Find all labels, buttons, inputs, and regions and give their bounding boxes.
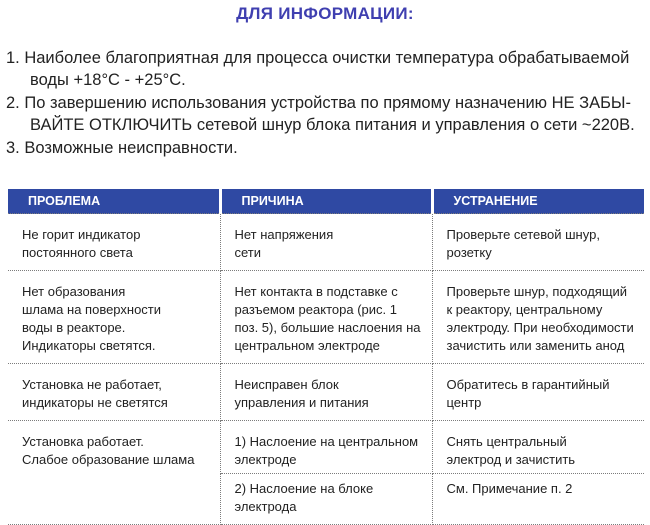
cell-problem: Нет образования шлама на поверхности воды в реакторе. Индикаторы светятся. — [8, 271, 220, 364]
cell-fix: См. Примечание п. 2 — [432, 474, 644, 525]
header-fix: УСТРАНЕНИЕ — [432, 189, 644, 214]
table-row — [8, 364, 644, 421]
info-item-disconnect — [6, 92, 646, 136]
info-item-text: 1. Наиболее благоприятная для процесса очистки температура обрабатываемой — [6, 49, 630, 67]
page-heading: ДЛЯ ИНФОРМАЦИИ: — [236, 4, 414, 23]
table-row — [8, 214, 644, 271]
info-item-text-continued: ВАЙТЕ ОТКЛЮЧИТЬ сетевой шнур блока питания и управления о сети ~220В. — [30, 116, 635, 134]
cell-fix: Проверьте сетевой шнур, розетку — [432, 214, 644, 271]
cell-cause: Неисправен блок управления и питания — [220, 364, 432, 421]
info-item-text-continued: воды +18°С - +25°С. — [30, 71, 186, 89]
cell-problem: Установка работает. Слабое образование шлама — [8, 421, 220, 525]
cell-cause: 2) Наслоение на блоке электрода — [220, 474, 432, 525]
info-item-text: 3. Возможные неисправности. — [6, 139, 238, 157]
header-problem: ПРОБЛЕМА — [8, 189, 220, 214]
troubleshooting-table — [8, 189, 644, 525]
info-item-faults — [6, 137, 646, 159]
table-row — [8, 271, 644, 364]
cell-problem: Установка не работает, индикаторы не светятся — [8, 364, 220, 421]
cell-cause: Нет напряжения сети — [220, 214, 432, 271]
table-row — [8, 421, 644, 474]
cell-fix: Проверьте шнур, подходящий к реактору, центральному электроду. При необходимости зачистить или заменить анод — [432, 271, 644, 364]
header-cause: ПРИЧИНА — [220, 189, 432, 214]
cell-fix: Обратитесь в гарантийный центр — [432, 364, 644, 421]
info-item-text: 2. По завершению использования устройства по прямому назначению НЕ ЗАБЫ- — [6, 94, 632, 112]
info-item-temperature — [6, 47, 646, 91]
table-header-row — [8, 189, 644, 214]
cell-problem: Не горит индикатор постоянного света — [8, 214, 220, 271]
info-list — [6, 47, 646, 160]
cell-cause: Нет контакта в подставке с разъемом реактора (рис. 1 поз. 5), большие наслоения на центральном электроде — [220, 271, 432, 364]
cell-cause: 1) Наслоение на центральном электроде — [220, 421, 432, 474]
cell-fix: Снять центральный электрод и зачистить — [432, 421, 644, 474]
